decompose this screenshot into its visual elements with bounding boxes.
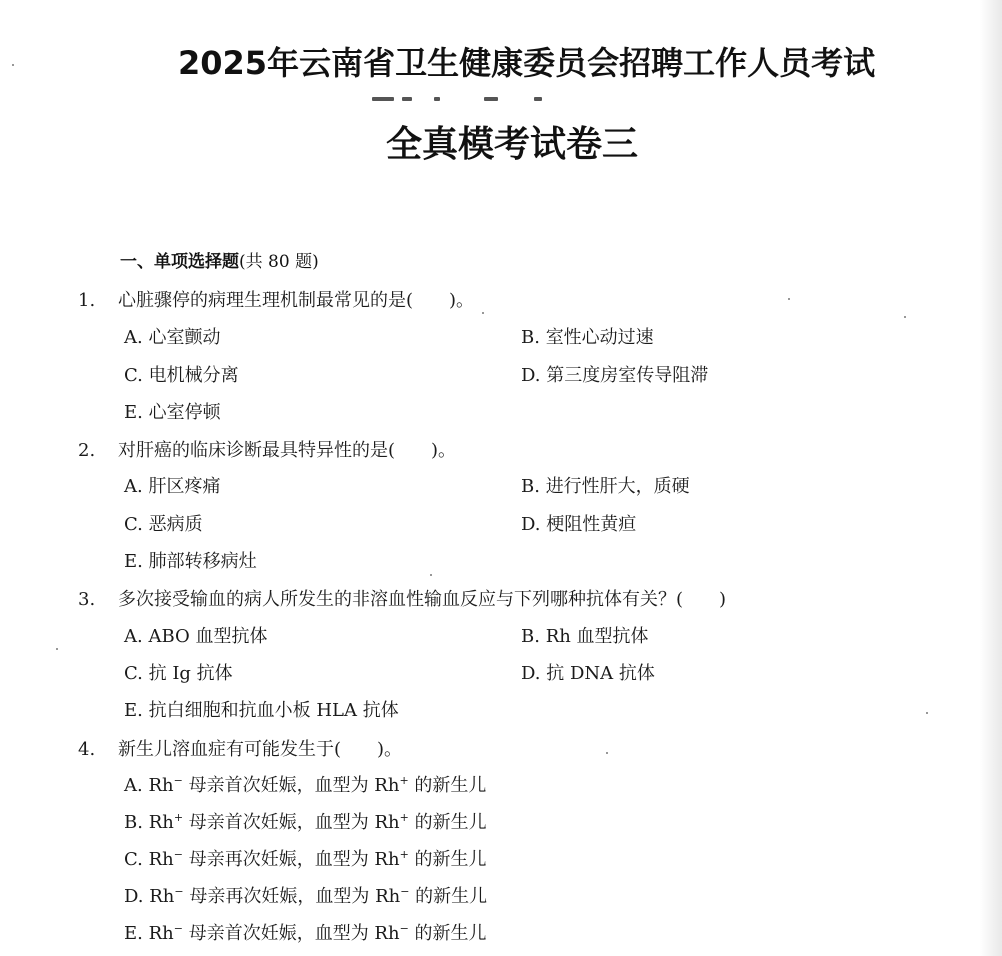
scan-speckle (56, 648, 58, 650)
option-rh-sign: − (173, 922, 183, 935)
option-2b (521, 472, 690, 498)
option-4e (124, 919, 487, 945)
option-text: 进行性肝大，质硬 (545, 476, 690, 497)
section-count-note: (共 80 题) (239, 252, 319, 272)
option-letter: A. (124, 775, 143, 796)
option-letter: E. (124, 402, 143, 423)
option-3c (124, 659, 233, 685)
scan-speckle (606, 752, 608, 754)
option-rh-prefix: Rh (148, 775, 174, 796)
option-text-end: 的新生儿 (409, 886, 488, 907)
option-4c (124, 845, 487, 871)
option-text: 心室停顿 (148, 402, 221, 423)
option-text: 母亲再次妊娠，血型为 Rh (183, 886, 401, 907)
option-text: 肺部转移病灶 (148, 551, 257, 572)
option-rh-sign: − (173, 774, 183, 787)
option-2a (124, 472, 220, 498)
option-letter: D. (124, 886, 144, 907)
scan-speckle (788, 298, 790, 300)
option-text: 肝区疼痛 (148, 476, 221, 497)
option-letter: B. (124, 812, 143, 833)
option-4d (124, 882, 487, 908)
option-2d (521, 510, 636, 536)
option-2e (124, 547, 257, 573)
option-2c (124, 510, 203, 536)
option-text-end: 的新生儿 (408, 849, 487, 870)
scan-speckle (12, 64, 14, 66)
option-rh-sign: + (399, 811, 409, 824)
option-text: 抗 DNA 抗体 (546, 663, 655, 684)
option-3d (521, 659, 655, 685)
option-letter: B. (521, 476, 540, 497)
scan-shadow-edge (980, 0, 1002, 956)
option-4b (124, 808, 487, 834)
option-rh-prefix: Rh (148, 923, 174, 944)
option-4a (124, 771, 486, 797)
option-text: 抗白细胞和抗血小板 HLA 抗体 (148, 700, 399, 721)
option-1a (124, 323, 220, 349)
option-text: ABO 血型抗体 (148, 626, 268, 647)
option-letter: C. (124, 663, 143, 684)
option-1d (521, 361, 708, 387)
option-letter: E. (124, 551, 143, 572)
question-number: 2. (78, 440, 96, 461)
option-rh-sign: − (173, 848, 183, 861)
option-text: 电机械分离 (148, 365, 239, 386)
option-rh-sign: + (399, 774, 409, 787)
option-text: 心室颤动 (148, 327, 221, 348)
question-1 (78, 286, 474, 312)
option-rh-sign: + (173, 811, 184, 824)
scan-speckle (482, 312, 484, 314)
option-letter: D. (521, 365, 541, 386)
scan-smudge (372, 97, 552, 103)
option-text: 母亲首次妊娠，血型为 Rh (182, 923, 400, 944)
option-letter: C. (124, 849, 143, 870)
question-number: 4. (78, 739, 96, 760)
option-rh-prefix: Rh (148, 812, 174, 833)
option-text: 抗 Ig 抗体 (148, 663, 233, 684)
option-text-end: 的新生儿 (408, 923, 487, 944)
option-rh-sign: − (400, 885, 410, 898)
scan-speckle (904, 316, 906, 318)
option-letter: A. (124, 476, 143, 497)
option-3e (124, 696, 399, 722)
section-heading-label: 一、单项选择题 (120, 252, 239, 272)
option-text: 母亲首次妊娠，血型为 Rh (183, 812, 400, 833)
option-letter: B. (521, 626, 540, 647)
option-1c (124, 361, 239, 387)
question-stem: 新生儿溶血症有可能发生于( )。 (118, 739, 403, 760)
section-heading (120, 247, 319, 272)
option-letter: D. (521, 663, 541, 684)
option-rh-prefix: Rh (148, 849, 174, 870)
option-text: 梗阻性黄疸 (546, 514, 637, 535)
option-letter: C. (124, 365, 143, 386)
option-rh-sign: − (174, 885, 184, 898)
option-rh-sign: − (399, 922, 409, 935)
option-rh-prefix: Rh (149, 886, 175, 907)
option-3a (124, 622, 268, 648)
option-letter: C. (124, 514, 143, 535)
exam-title: 2025年云南省卫生健康委员会招聘工作人员考试 (178, 44, 876, 82)
question-number: 3. (78, 589, 96, 610)
option-text: 母亲首次妊娠，血型为 Rh (182, 775, 400, 796)
question-stem: 心脏骤停的病理生理机制最常见的是( )。 (118, 290, 475, 311)
question-4 (78, 735, 402, 761)
option-1b (521, 323, 654, 349)
question-2 (78, 436, 456, 462)
scan-speckle (430, 574, 432, 576)
option-letter: D. (521, 514, 541, 535)
option-text: Rh 血型抗体 (545, 626, 649, 647)
question-stem: 对肝癌的临床诊断最具特异性的是( )。 (118, 440, 457, 461)
question-number: 1. (78, 290, 96, 311)
option-letter: A. (124, 327, 143, 348)
option-text: 恶病质 (148, 514, 203, 535)
option-letter: A. (124, 626, 143, 647)
option-3b (521, 622, 649, 648)
option-text: 第三度房室传导阻滞 (546, 365, 709, 386)
paper-title: 全真模考试卷三 (386, 123, 639, 165)
option-letter: E. (124, 700, 143, 721)
option-text-end: 的新生儿 (408, 775, 487, 796)
option-text: 母亲再次妊娠，血型为 Rh (182, 849, 400, 870)
question-3 (78, 585, 726, 611)
question-stem: 多次接受输血的病人所发生的非溶血性输血反应与下列哪种抗体有关？( ) (118, 589, 727, 610)
scan-speckle (926, 712, 928, 714)
option-text: 室性心动过速 (545, 327, 654, 348)
option-letter: B. (521, 327, 540, 348)
option-text-end: 的新生儿 (408, 812, 487, 833)
option-1e (124, 398, 221, 424)
option-rh-sign: + (399, 848, 409, 861)
option-letter: E. (124, 923, 143, 944)
